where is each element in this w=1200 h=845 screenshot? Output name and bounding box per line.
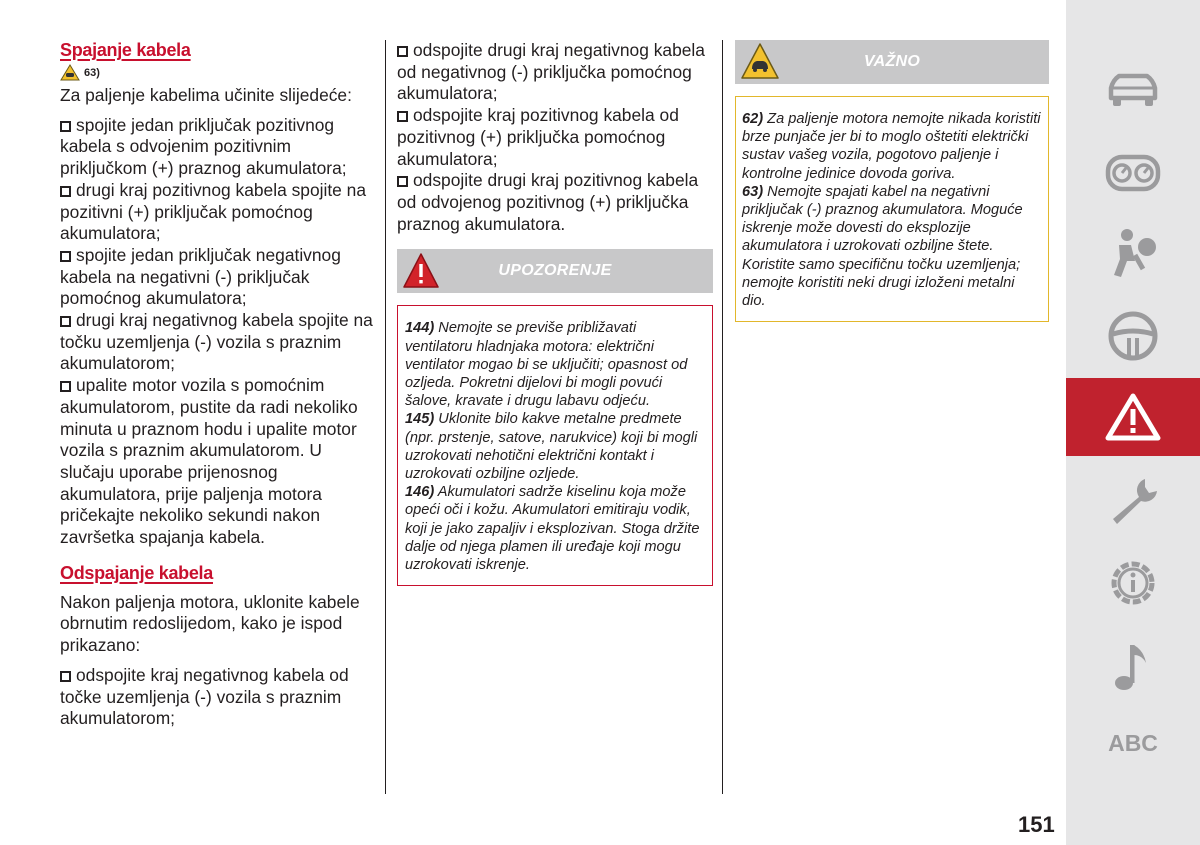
airbag-icon (1105, 225, 1161, 281)
important-note: 63) Nemojte spajati kabel na negativni priključak (-) praznog akumulatora. Moguće iskrenje može dovesti do eksplozije akumulatora i uzrokovati ozbiljne štete. Koristite samo specifičnu točku uzemljenja; nemojte koristiti neki drugi izloženi metalni dio. (742, 183, 1023, 310)
important-banner (735, 40, 1049, 84)
sidebar-tab-safety[interactable] (1066, 222, 1200, 284)
checkbox-bullet-icon (60, 316, 71, 327)
step-item: upalite motor vozila s pomoćnim akumulatorom, pustite da radi nekoliko minuta u praznom hodu i upalite motor vozila s praznim akumulatorom. U slučaju uporabe prijenosnog akumulatora, prije paljenja motora pričekajte nekoliko sekundi nakon završetka spajanja kabela. (60, 375, 358, 548)
intro-text: Za paljenje kabelima učinite slijedeće: (60, 85, 352, 105)
warning-box (397, 305, 713, 586)
car-icon (1105, 66, 1161, 110)
step-item: odspojite drugi kraj pozitivnog kabela od odvojenog pozitivnog (+) priključka praznog akumulatora. (397, 170, 699, 234)
column-left (60, 40, 378, 730)
checkbox-bullet-icon (397, 111, 408, 122)
step-item: odspojite kraj negativnog kabela od točke uzemljenja (-) vozila s praznim akumulatorom; (60, 664, 349, 729)
column-right (735, 40, 1049, 322)
sidebar-tab-driving[interactable] (1066, 306, 1200, 366)
step-item: drugi kraj negativnog kabela spojite na točku uzemljenja (-) vozila s praznim akumulatorom; (60, 310, 373, 374)
warning-triangle-icon (401, 249, 443, 293)
dashboard-icon (1105, 151, 1161, 195)
sidebar-tab-dashboard[interactable] (1066, 145, 1200, 201)
steering-wheel-icon (1107, 310, 1159, 362)
checkbox-bullet-icon (397, 176, 408, 187)
column-divider (722, 40, 723, 794)
checkbox-bullet-icon (60, 381, 71, 392)
warning-note: 146) Akumulatori sadrže kiselinu koja može opeći oči i kožu. Akumulatori emitiraju vodik, koji je jako zapaljiv i eksplozivan. Stoga držite dalje od njega plamen ili uređaje koji mogu uzrokovati iskrenje. (405, 484, 700, 573)
music-note-icon (1108, 639, 1158, 695)
checkbox-bullet-icon (60, 121, 71, 132)
important-title: VAŽNO (863, 53, 921, 70)
column-divider (385, 40, 386, 794)
section-heading-connect: Spajanje kabela (60, 40, 191, 60)
warning-title: UPOZORENJE (498, 262, 612, 280)
step-item: odspojite kraj pozitivnog kabela od pozitivnog (+) priključka pomoćnog akumulatora; (397, 105, 679, 169)
page-number: 151 (1018, 812, 1055, 837)
chapter-sidebar (1066, 0, 1200, 845)
sidebar-active-icon-wrap (1066, 378, 1200, 456)
warning-triangle-icon (1105, 392, 1161, 442)
warning-note: 144) Nemojte se previše približavati ventilatoru hladnjaka motora: električni ventilator mogao bi se uključiti; opasnost od ozljeda. Pokretni dijelovi bi mogli povući šalove, kravate i drugu labavu odjeću. (405, 320, 688, 410)
step-item: odspojite drugi kraj negativnog kabela od negativnog (-) priključka pomoćnog akumulatora; (397, 40, 705, 104)
sidebar-tab-maintenance[interactable] (1066, 470, 1200, 532)
sidebar-tab-car[interactable] (1066, 60, 1200, 116)
step-item: spojite jedan priključak pozitivnog kabela s odvojenim pozitivnim priključkom (+) praznog akumulatora; (60, 114, 347, 179)
warning-banner (397, 249, 713, 293)
section-heading-disconnect: Odspajanje kabela (60, 562, 213, 583)
sidebar-tab-index[interactable]: ABC (1108, 730, 1158, 756)
step-item: drugi kraj pozitivnog kabela spojite na pozitivni (+) priključak pomoćnog akumulatora; (60, 179, 367, 244)
sidebar-tab-multimedia[interactable] (1066, 636, 1200, 698)
column-middle (397, 40, 713, 586)
checkbox-bullet-icon (397, 46, 408, 57)
caution-car-icon (739, 40, 783, 84)
important-note: 62) Za paljenje motora nemojte nikada koristiti brze punjače jer bi to moglo oštetiti električki sustav vašeg vozila, pogotovo paljenje i kontrolne jedinice dovoda goriva. (742, 111, 1041, 182)
checkbox-bullet-icon (60, 186, 71, 197)
info-gear-icon (1105, 555, 1161, 611)
disconnect-intro: Nakon paljenja motora, uklonite kabele obrnutim redoslijedom, kako je ispod prikazano: (60, 591, 360, 656)
checkbox-bullet-icon (60, 251, 71, 262)
important-reference (60, 64, 378, 81)
warning-note: 145) Uklonite bilo kakve metalne predmete (npr. prstenje, satove, narukvice) koji bi mogli uzrokovati nehotični električni kontakt i uzrokovati ozbiljne ozljede. (405, 411, 698, 482)
step-item: spojite jedan priključak negativnog kabela na negativni (-) priključak pomoćnog akumulatora; (60, 244, 341, 309)
caution-car-icon (60, 64, 80, 81)
checkbox-bullet-icon (60, 671, 71, 682)
sidebar-tab-technical-data[interactable] (1066, 552, 1200, 614)
important-box (735, 96, 1049, 322)
wrench-icon (1105, 473, 1161, 529)
reference-number: 63) (84, 66, 100, 79)
sidebar-tab-emergency[interactable] (1066, 378, 1200, 456)
